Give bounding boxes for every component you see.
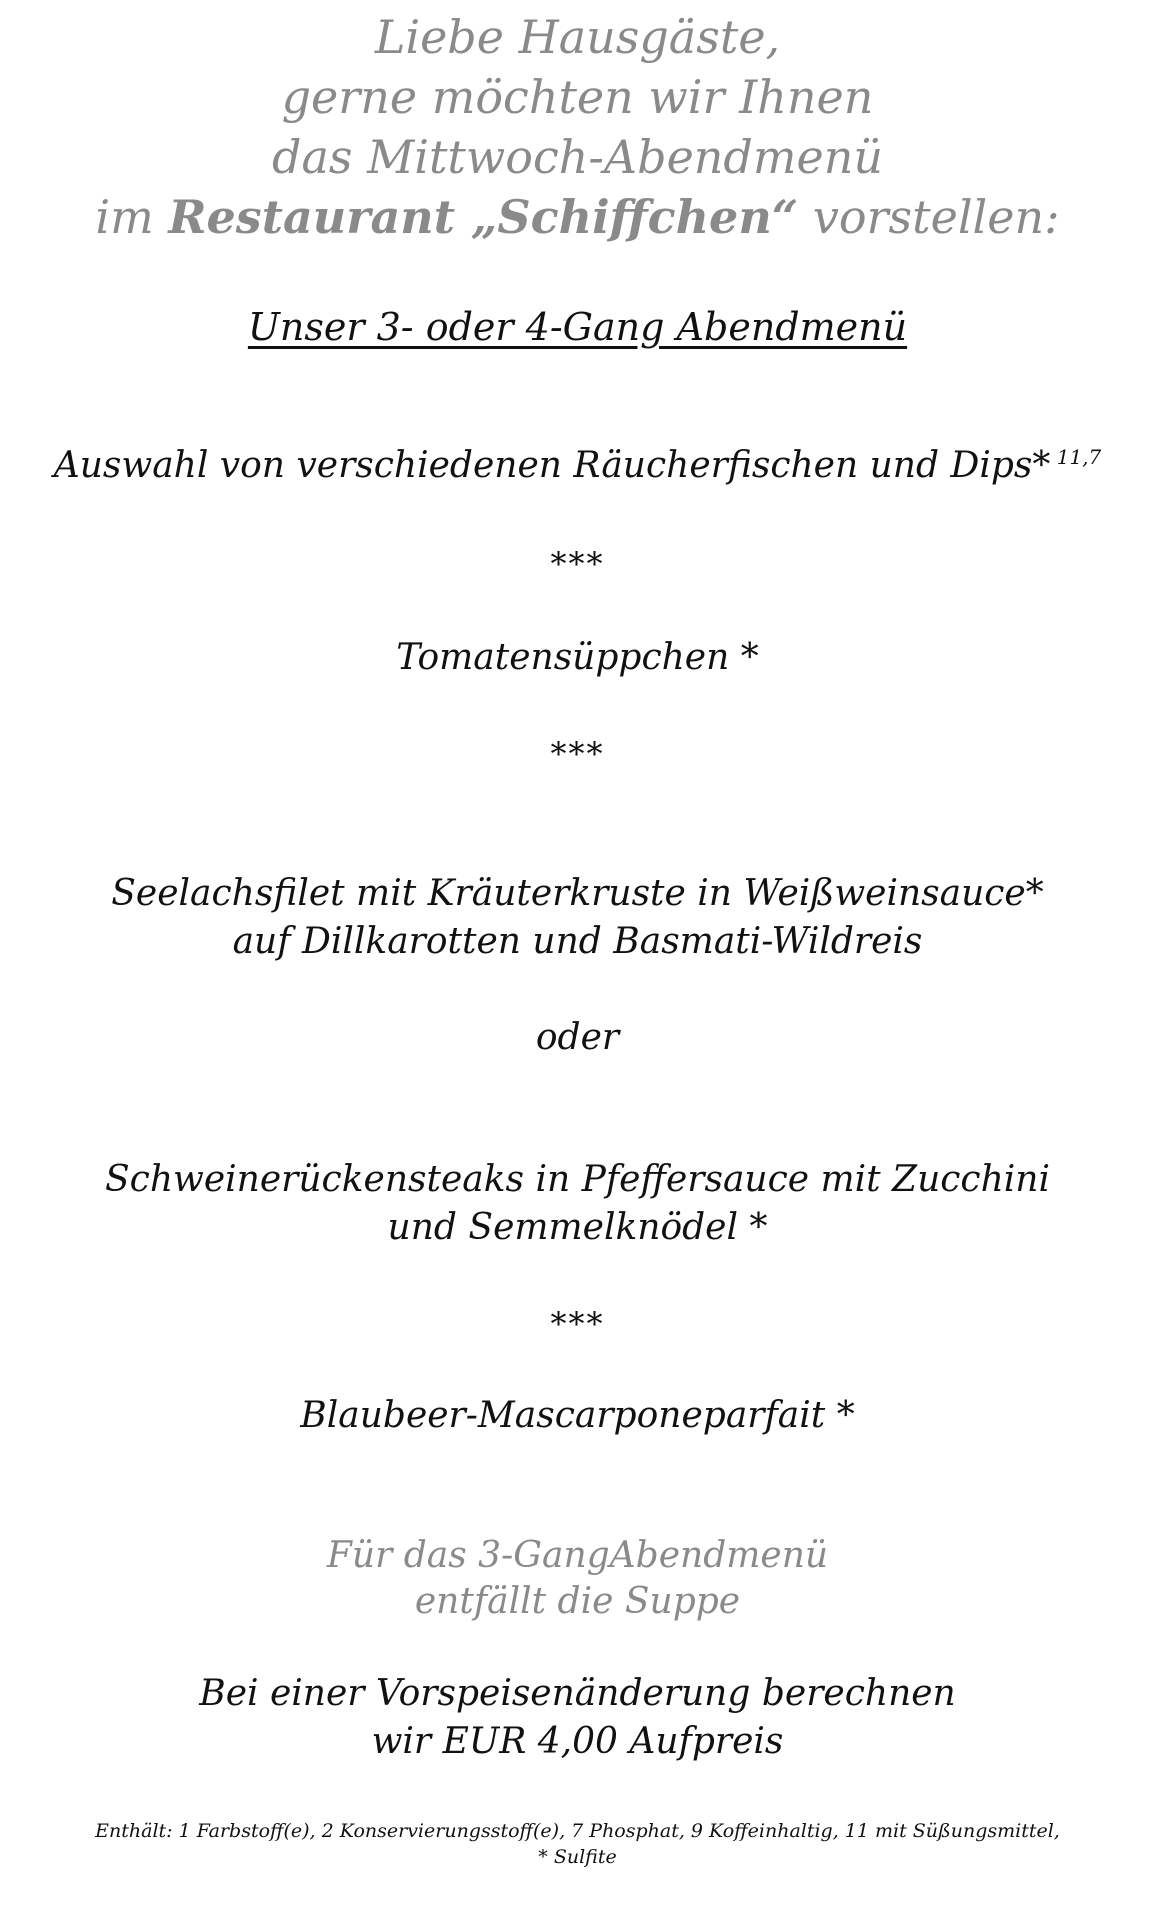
surcharge-note-line-2 <box>0 1721 1155 1762</box>
dessert-course <box>0 1395 1155 1436</box>
allergen-footer-line-2 <box>0 1848 1155 1867</box>
surcharge-note-text-1: Bei einer Vorspeisenänderung berechnen <box>199 1673 956 1714</box>
main-course-1-text-1: Seelachsfilet mit Kräuterkruste in Weißweinsauce* <box>111 873 1044 914</box>
main-course-1-line-2 <box>0 921 1155 962</box>
main-course-1-text-2: auf Dillkarotten und Basmati-Wildreis <box>232 921 923 962</box>
main-course-2-text-1: Schweinerückensteaks in Pfeffersauce mit Zucchini <box>105 1159 1050 1200</box>
separator-3 <box>0 1305 1155 1343</box>
or-divider <box>0 1017 1155 1058</box>
dessert-text: Blaubeer-Mascarponeparfait * <box>300 1395 855 1436</box>
intro-text-4-pre: im <box>95 190 169 244</box>
surcharge-note-line-1 <box>0 1673 1155 1714</box>
menu-heading-text: Unser 3- oder 4-Gang Abendmenü <box>247 305 908 349</box>
three-course-note-line-1 <box>0 1535 1155 1576</box>
allergen-footer-text-1: Enthält: 1 Farbstoff(e), 2 Konservierungsstoff(e), 7 Phosphat, 9 Koffeinhaltig, 11 mit Süßungsmittel, <box>95 1820 1060 1842</box>
separator-text: *** <box>550 545 605 583</box>
intro-line-4 <box>0 190 1155 244</box>
allergen-footer-text-2: * Sulfite <box>538 1846 617 1868</box>
intro-text-4-post: vorstellen: <box>798 190 1060 244</box>
starter-course <box>0 445 1155 486</box>
intro-line-3 <box>0 130 1155 184</box>
starter-allergens: 11,7 <box>1050 445 1102 469</box>
starter-text: Auswahl von verschiedenen Räucherfischen und Dips <box>53 445 1033 486</box>
soup-course <box>0 637 1155 678</box>
three-course-note-line-2 <box>0 1581 1155 1622</box>
main-course-1-line-1 <box>0 873 1155 914</box>
restaurant-name: Restaurant „Schiffchen“ <box>168 190 799 244</box>
separator-text: *** <box>550 735 605 773</box>
separator-1 <box>0 545 1155 583</box>
separator-text: *** <box>550 1305 605 1343</box>
intro-line-2 <box>0 70 1155 124</box>
greeting-line <box>0 10 1155 64</box>
main-course-2-text-2: und Semmelknödel * <box>387 1207 768 1248</box>
greeting-text: Liebe Hausgäste, <box>374 10 781 64</box>
main-course-2-line-2 <box>0 1207 1155 1248</box>
menu-heading <box>0 305 1155 349</box>
or-text: oder <box>535 1017 620 1058</box>
allergen-footer-line-1 <box>0 1822 1155 1841</box>
main-course-2-line-1 <box>0 1159 1155 1200</box>
three-course-note-text-2: entfällt die Suppe <box>414 1581 741 1622</box>
separator-2 <box>0 735 1155 773</box>
surcharge-note-text-2: wir EUR 4,00 Aufpreis <box>371 1721 784 1762</box>
starter-mark: * <box>1032 445 1051 486</box>
intro-text-2: gerne möchten wir Ihnen <box>281 70 874 124</box>
soup-text: Tomatensüppchen * <box>396 637 759 678</box>
intro-text-3: das Mittwoch-Abendmenü <box>272 130 883 184</box>
three-course-note-text-1: Für das 3-GangAbendmenü <box>326 1535 829 1576</box>
